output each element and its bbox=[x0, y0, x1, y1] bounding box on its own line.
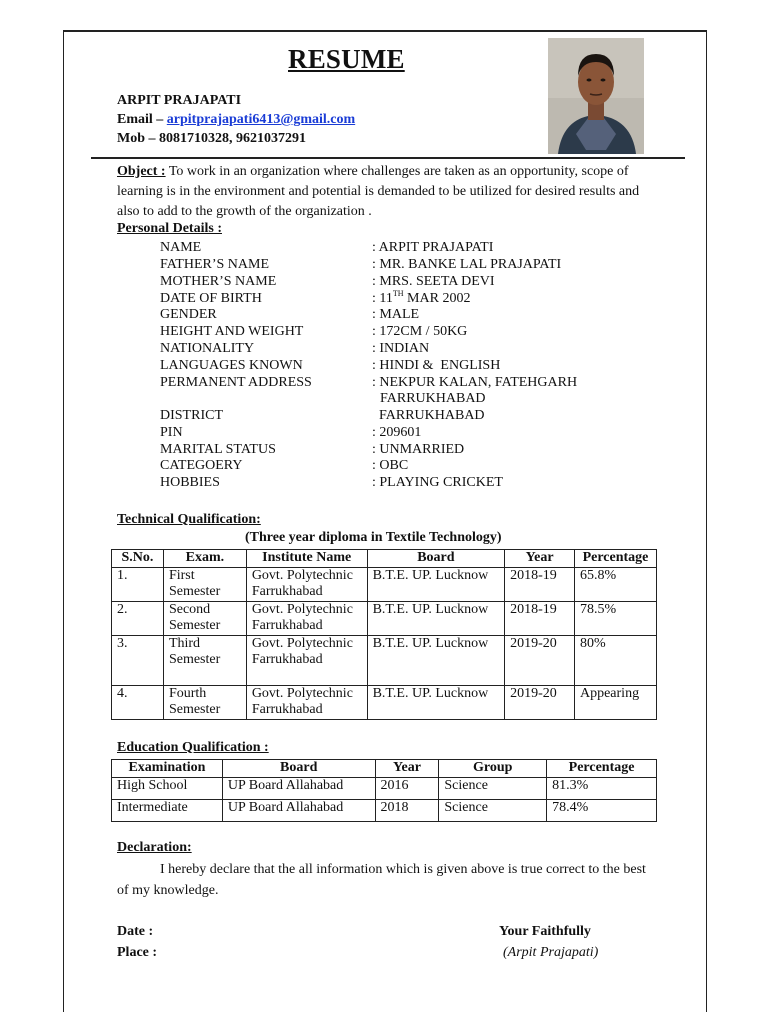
personal-key: NATIONALITY bbox=[160, 341, 255, 356]
cell-percentage: 65.8% bbox=[574, 567, 656, 601]
column-header: Year bbox=[505, 550, 575, 568]
personal-row bbox=[160, 374, 620, 391]
cell-exam: High School bbox=[112, 777, 223, 799]
cell-board: B.T.E. UP. Lucknow bbox=[367, 685, 505, 719]
email-link[interactable]: arpitprajapati6413@gmail.com bbox=[166, 112, 356, 127]
personal-value: : ARPIT PRAJAPATI bbox=[372, 240, 494, 255]
cell-year: 2018-19 bbox=[505, 601, 575, 635]
technical-heading: Technical Qualification: bbox=[117, 512, 261, 527]
personal-key: PERMANENT ADDRESS bbox=[160, 375, 312, 390]
personal-row bbox=[160, 306, 620, 323]
signature-name: (Arpit Prajapati) bbox=[503, 945, 599, 960]
personal-row bbox=[160, 323, 620, 340]
personal-key: PIN bbox=[160, 425, 183, 440]
technical-subheading: (Three year diploma in Textile Technology) bbox=[245, 530, 502, 545]
closing-text: Your Faithfully bbox=[499, 924, 591, 939]
cell-board: B.T.E. UP. Lucknow bbox=[367, 601, 505, 635]
personal-row bbox=[160, 474, 620, 491]
divider bbox=[91, 157, 685, 159]
personal-value: : OBC bbox=[372, 458, 409, 473]
cell-sno: 4. bbox=[112, 685, 164, 719]
personal-value: : PLAYING CRICKET bbox=[372, 475, 503, 490]
personal-key: NAME bbox=[160, 240, 202, 255]
place-label: Place : bbox=[117, 945, 158, 960]
cell-board: B.T.E. UP. Lucknow bbox=[367, 567, 505, 601]
personal-row bbox=[160, 407, 620, 424]
cell-percentage: Appearing bbox=[574, 685, 656, 719]
personal-value: : 172CM / 50KG bbox=[372, 324, 468, 339]
column-header: Percentage bbox=[547, 760, 657, 778]
dob-rest: MAR 2002 bbox=[403, 291, 471, 306]
personal-row bbox=[160, 457, 620, 474]
personal-value: : 209601 bbox=[372, 425, 422, 440]
column-header: Year bbox=[375, 760, 439, 778]
cell-exam: Second Semester bbox=[163, 601, 246, 635]
email-label: Email – bbox=[117, 112, 167, 127]
column-header: Group bbox=[439, 760, 547, 778]
cell-exam: Third Semester bbox=[163, 635, 246, 685]
personal-key: MOTHER’S NAME bbox=[160, 274, 277, 289]
personal-row bbox=[160, 290, 620, 307]
cell-sno: 2. bbox=[112, 601, 164, 635]
personal-row bbox=[160, 441, 620, 458]
objective-text: To work in an organization where challenges are taken as an opportunity, scope of learning is in the environment and potential is demanded to be utilized for desired results and also to add to the growth of the organization . bbox=[117, 164, 640, 219]
cell-institute: Govt. Polytechnic Farrukhabad bbox=[246, 567, 367, 601]
cell-board: UP Board Allahabad bbox=[222, 777, 375, 799]
cell-board: UP Board Allahabad bbox=[222, 799, 375, 821]
personal-row bbox=[160, 357, 620, 374]
personal-value bbox=[372, 290, 470, 307]
personal-value: : HINDI & ENGLISH bbox=[372, 358, 501, 373]
cell-group: Science bbox=[439, 777, 547, 799]
personal-details-heading: Personal Details : bbox=[117, 221, 222, 236]
education-heading: Education Qualification : bbox=[117, 740, 269, 755]
cell-year: 2019-20 bbox=[505, 635, 575, 685]
personal-value: : NEKPUR KALAN, FATEHGARH bbox=[372, 375, 578, 390]
technical-table bbox=[111, 549, 657, 720]
cell-exam: Fourth Semester bbox=[163, 685, 246, 719]
personal-row bbox=[160, 256, 620, 273]
personal-key: CATEGOERY bbox=[160, 458, 243, 473]
cell-institute: Govt. Polytechnic Farrukhabad bbox=[246, 635, 367, 685]
cell-year: 2019-20 bbox=[505, 685, 575, 719]
personal-value: : INDIAN bbox=[372, 341, 430, 356]
cell-year: 2018-19 bbox=[505, 567, 575, 601]
personal-value: : MRS. SEETA DEVI bbox=[372, 274, 495, 289]
column-header: Board bbox=[222, 760, 375, 778]
date-label: Date : bbox=[117, 924, 154, 939]
table-row bbox=[112, 601, 657, 635]
cell-percentage: 78.5% bbox=[574, 601, 656, 635]
table-header-row bbox=[112, 550, 657, 568]
personal-value: : MALE bbox=[372, 307, 420, 322]
cell-sno: 3. bbox=[112, 635, 164, 685]
personal-key: HEIGHT AND WEIGHT bbox=[160, 324, 304, 339]
personal-value: : UNMARRIED bbox=[372, 442, 465, 457]
personal-key: LANGUAGES KNOWN bbox=[160, 358, 303, 373]
personal-row bbox=[160, 239, 620, 256]
cell-institute: Govt. Polytechnic Farrukhabad bbox=[246, 601, 367, 635]
column-header: Institute Name bbox=[246, 550, 367, 568]
personal-value: FARRUKHABAD bbox=[372, 408, 485, 423]
table-row bbox=[112, 685, 657, 719]
personal-row bbox=[160, 273, 620, 290]
personal-row bbox=[160, 340, 620, 357]
dob-suffix: TH bbox=[392, 289, 404, 298]
profile-photo bbox=[548, 38, 644, 154]
table-row bbox=[112, 799, 657, 821]
personal-value-cont: FARRUKHABAD bbox=[380, 391, 486, 406]
cell-institute: Govt. Polytechnic Farrukhabad bbox=[246, 685, 367, 719]
candidate-name: ARPIT PRAJAPATI bbox=[117, 93, 242, 108]
personal-row bbox=[160, 424, 620, 441]
personal-key: DATE OF BIRTH bbox=[160, 291, 262, 306]
column-header: Examination bbox=[112, 760, 223, 778]
objective-label: Object : bbox=[117, 164, 166, 179]
table-row bbox=[112, 567, 657, 601]
personal-key: GENDER bbox=[160, 307, 217, 322]
personal-key: FATHER’S NAME bbox=[160, 257, 270, 272]
column-header: Exam. bbox=[163, 550, 246, 568]
cell-group: Science bbox=[439, 799, 547, 821]
cell-percentage: 81.3% bbox=[547, 777, 657, 799]
cell-board: B.T.E. UP. Lucknow bbox=[367, 635, 505, 685]
cell-percentage: 80% bbox=[574, 635, 656, 685]
cell-sno: 1. bbox=[112, 567, 164, 601]
cell-year: 2016 bbox=[375, 777, 439, 799]
dob-day: : 11 bbox=[372, 291, 393, 306]
cell-year: 2018 bbox=[375, 799, 439, 821]
column-header: Percentage bbox=[574, 550, 656, 568]
personal-key: MARITAL STATUS bbox=[160, 442, 276, 457]
email-line bbox=[117, 112, 355, 128]
page-title: RESUME bbox=[288, 44, 405, 74]
personal-value: : MR. BANKE LAL PRAJAPATI bbox=[372, 257, 562, 272]
column-header: S.No. bbox=[112, 550, 164, 568]
table-row bbox=[112, 635, 657, 685]
declaration-heading: Declaration: bbox=[117, 840, 192, 855]
cell-percentage: 78.4% bbox=[547, 799, 657, 821]
personal-row bbox=[160, 390, 620, 407]
objective bbox=[117, 162, 657, 222]
column-header: Board bbox=[367, 550, 505, 568]
mobile-line: Mob – 8081710328, 9621037291 bbox=[117, 131, 306, 146]
cell-exam: Intermediate bbox=[112, 799, 223, 821]
education-table bbox=[111, 759, 657, 822]
declaration-text: I hereby declare that the all information which is given above is true correct to the best of my knowledge. bbox=[117, 862, 646, 898]
table-row bbox=[112, 777, 657, 799]
cell-exam: First Semester bbox=[163, 567, 246, 601]
table-header-row bbox=[112, 760, 657, 778]
personal-key: HOBBIES bbox=[160, 475, 220, 490]
personal-key: DISTRICT bbox=[160, 408, 223, 423]
